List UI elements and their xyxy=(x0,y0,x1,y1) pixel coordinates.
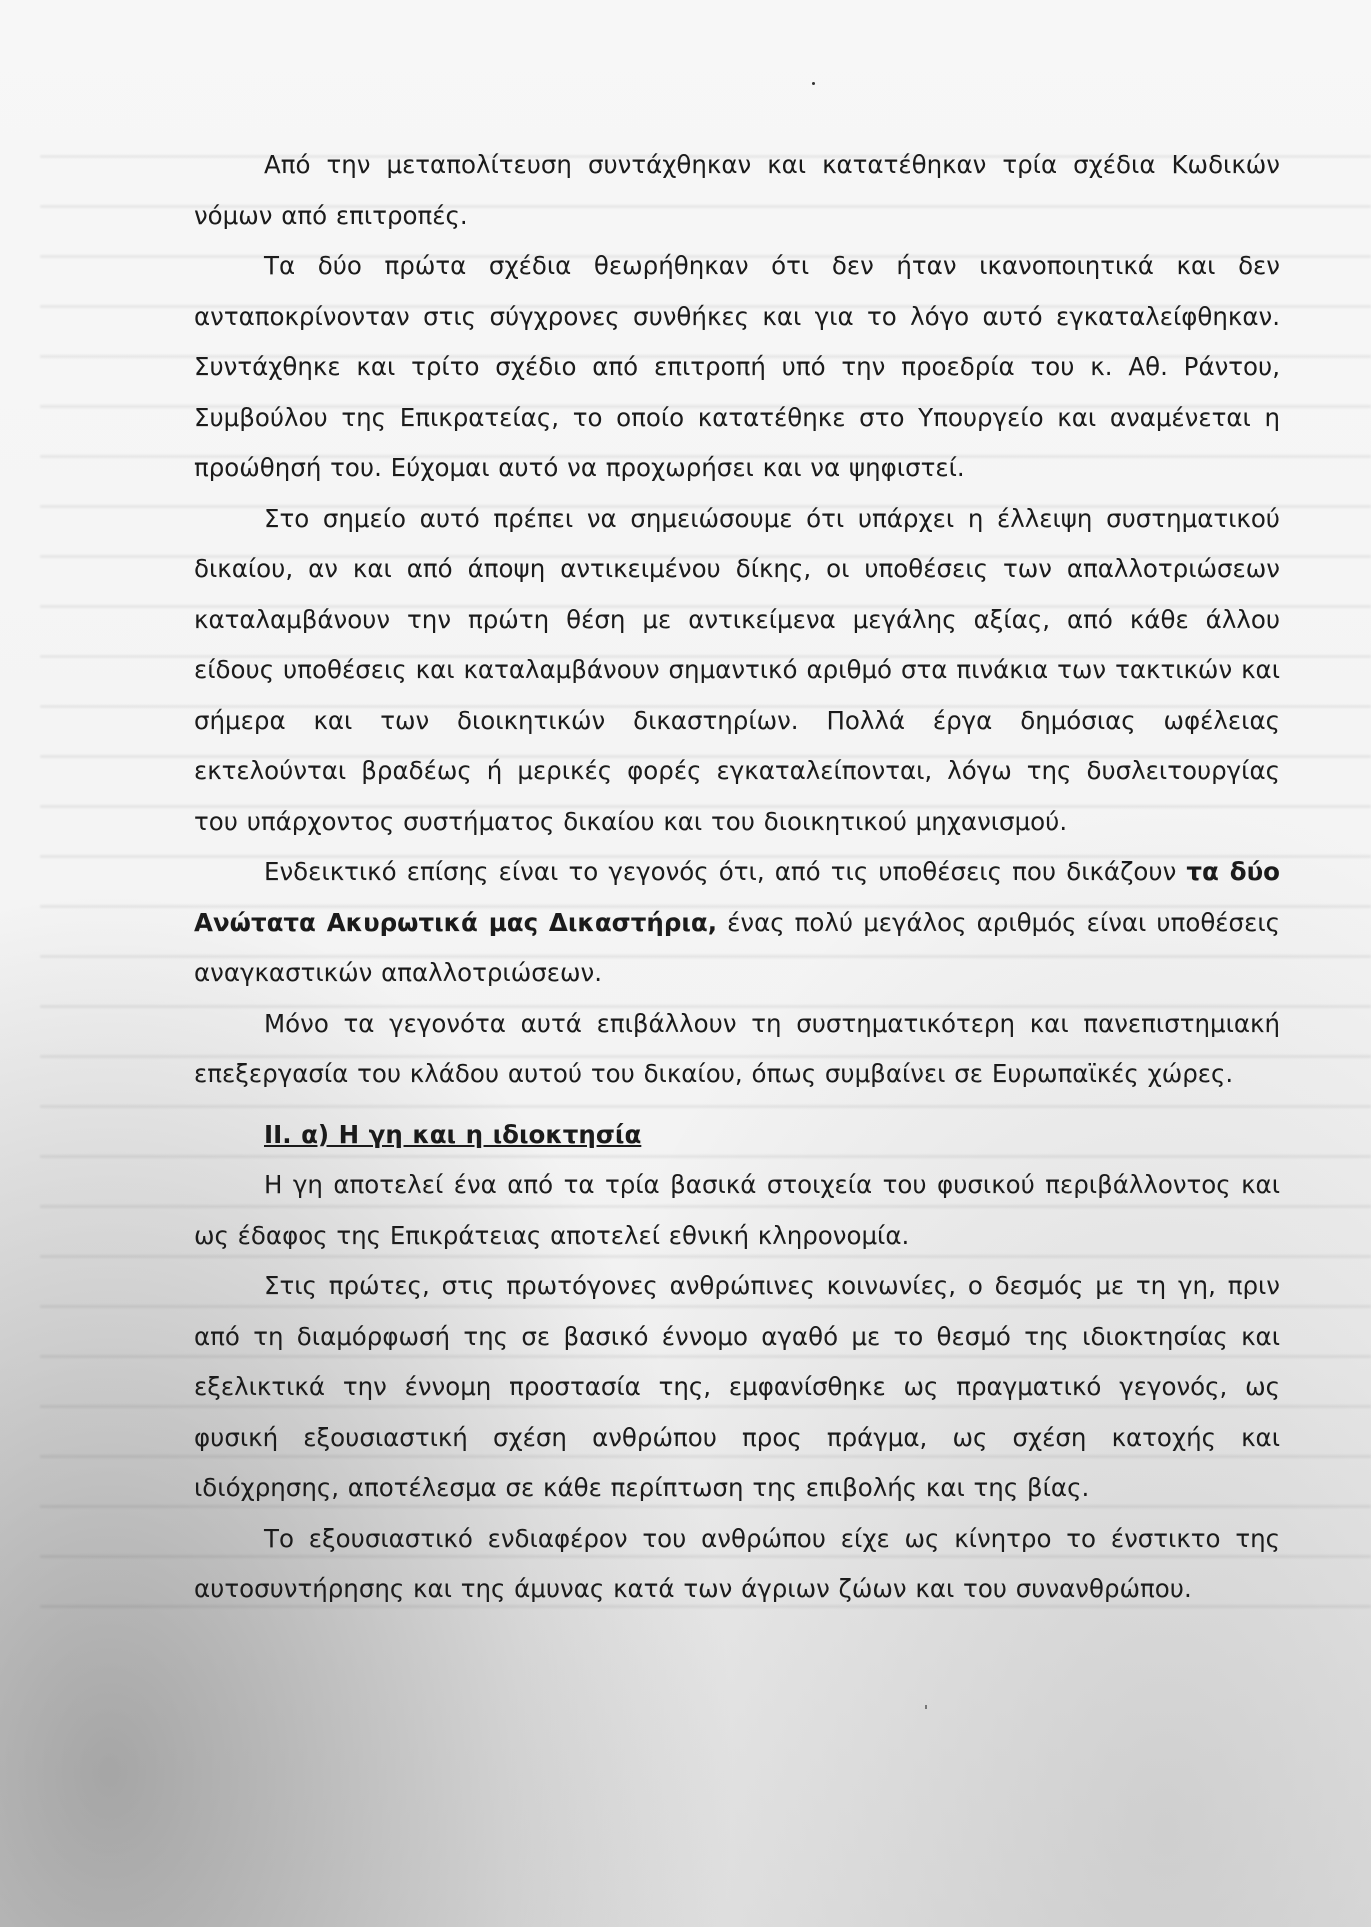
paragraph: Στις πρώτες, στις πρωτόγονες ανθρώπινες κοινωνίες, ο δεσμός με τη γη, πριν από τη διαμόρφωσή της σε βασικό έννομο αγαθό με το θεσμό της ιδιοκτησίας και εξελικτικά την έννομη προστασία της, εμφανίσθηκε ως πραγματικό γεγονός, ως φυσική εξουσιαστική σχέση ανθρώπου προς πράγμα, ως σχέση κατοχής και ιδιόχρησης, αποτέλεσμα σε κάθε περίπτωση της επιβολής και της βίας. xyxy=(194,1271,1280,1502)
scan-speck xyxy=(812,82,815,85)
bold-phrase: τα δύο Ανώτατα Ακυρωτικά μας Δικαστήρια, xyxy=(194,857,1280,937)
scan-speck xyxy=(925,1705,927,1709)
paragraph: Από την μεταπολίτευση συντάχθηκαν και κατατέθηκαν τρία σχέδια Κωδικών νόμων από επιτροπές. xyxy=(194,150,1280,230)
section-heading: II. α) Η γη και η ιδιοκτησία xyxy=(264,1119,642,1149)
paragraph-with-bold xyxy=(194,847,1280,999)
paragraph-text: Ενδεικτικό επίσης είναι το γεγονός ότι, από τις υποθέσεις που δικάζουν xyxy=(264,857,1187,886)
paragraph: Στο σημείο αυτό πρέπει να σημειώσουμε ότι υπάρχει η έλλειψη συστηματικού δικαίου, αν και από άποψη αντικειμένου δίκης, οι υποθέσεις των απαλλοτριώσεων καταλαμβάνουν την πρώτη θέση με αντικείμενα μεγάλης αξίας, από κάθε άλλου είδους υποθέσεις και καταλαμβάνουν σημαντικό αριθμό στα πινάκια των τακτικών και σήμερα και των διοικητικών δικαστηρίων. Πολλά έργα δημόσιας ωφέλειας εκτελούνται βραδέως ή μερικές φορές εγκαταλείπονται, λόγω της δυσλειτουργίας του υπάρχοντος συστήματος δικαίου και του διοικητικού μηχανισμού. xyxy=(194,503,1280,836)
paragraph: Η γη αποτελεί ένα από τα τρία βασικά στοιχεία του φυσικού περιβάλλοντος και ως έδαφος της Επικράτειας αποτελεί εθνική κληρονομία. xyxy=(194,1170,1280,1250)
paragraph: Τα δύο πρώτα σχέδια θεωρήθηκαν ότι δεν ήταν ικανοποιητικά και δεν ανταποκρίνονταν στις σύγχρονες συνθήκες και για το λόγο αυτό εγκαταλείφθηκαν. Συντάχθηκε και τρίτο σχέδιο από επιτροπή υπό την προεδρία του κ. Αθ. Ράντου, Συμβούλου της Επικρατείας, το οποίο κατατέθηκε στο Υπουργείο και αναμένεται η προώθησή του. Εύχομαι αυτό να προχωρήσει και να ψηφιστεί. xyxy=(194,251,1280,482)
paragraph: Μόνο τα γεγονότα αυτά επιβάλλουν τη συστηματικότερη και πανεπιστημιακή επεξεργασία του κλάδου αυτού του δικαίου, όπως συμβαίνει σε Ευρωπαϊκές χώρες. xyxy=(194,1008,1280,1088)
paragraph-text: ένας πολύ μεγάλος αριθμός είναι υποθέσεις αναγκαστικών απαλλοτριώσεων. xyxy=(194,907,1280,987)
document-body xyxy=(194,140,1280,1615)
paragraph: Το εξουσιαστικό ενδιαφέρον του ανθρώπου είχε ως κίνητρο το ένστικτο της αυτοσυντήρησης και της άμυνας κατά των άγριων ζώων και του συνανθρώπου. xyxy=(194,1523,1280,1603)
